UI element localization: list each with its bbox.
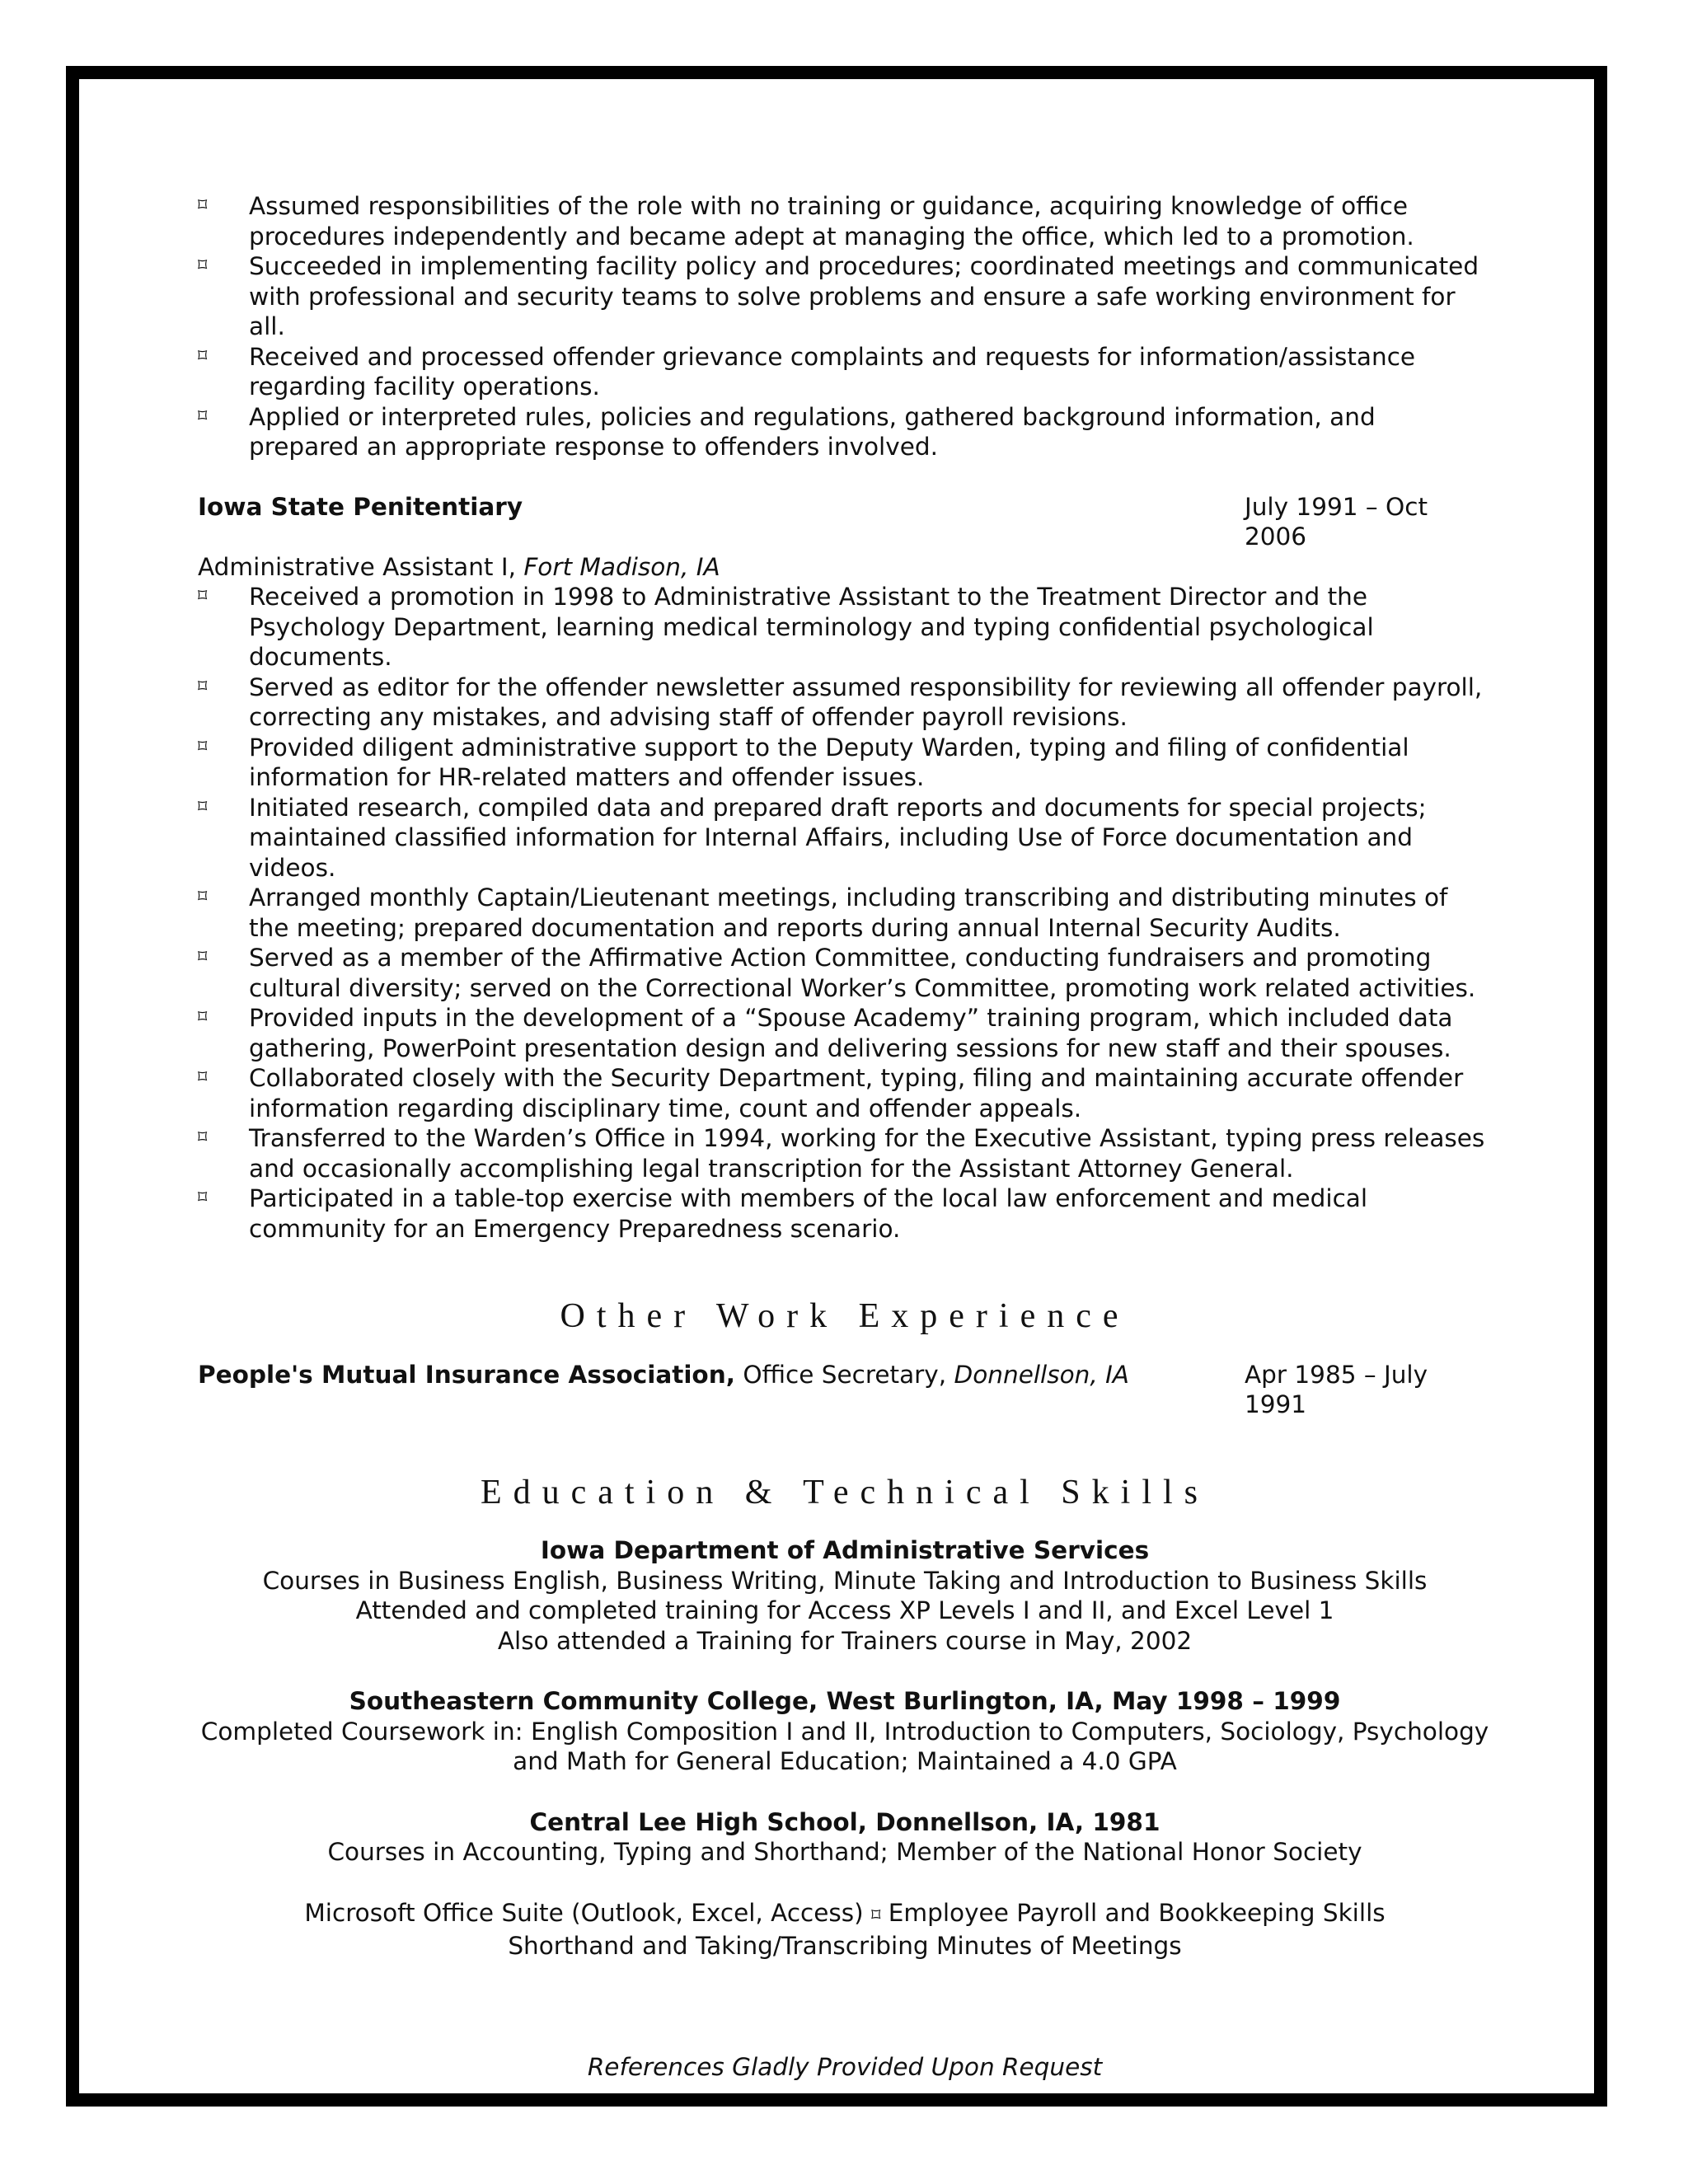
list-item: ⌑ Applied or interpreted rules, policies and regulations, gathered background information, and prepared an appropriate response to offenders involved. bbox=[198, 402, 1492, 462]
job-bullets bbox=[198, 582, 1492, 1244]
resume-content bbox=[198, 191, 1492, 2082]
list-item: ⌑ Arranged monthly Captain/Lieutenant meetings, including transcribing and distributing minutes of the meeting; prepared documentation and reports during annual Internal Security Audits. bbox=[198, 883, 1492, 943]
list-item: ⌑ Transferred to the Warden’s Office in 1994, working for the Executive Assistant, typing press releases and occasionally accomplishing legal transcription for the Assistant Attorney General. bbox=[198, 1123, 1492, 1183]
job-location: Fort Madison, IA bbox=[523, 552, 720, 581]
skills-line bbox=[198, 1898, 1492, 1932]
list-item: ⌑ Provided diligent administrative support to the Deputy Warden, typing and filing of confidential information for HR-related matters and offender issues. bbox=[198, 733, 1492, 793]
list-item: ⌑ Assumed responsibilities of the role with no training or guidance, acquiring knowledge of office procedures independently and became adept at managing the office, which led to a promotion. bbox=[198, 191, 1492, 251]
skill-text: Microsoft Office Suite (Outlook, Excel, Access) bbox=[304, 1898, 864, 1927]
other-location: Donnellson, IA bbox=[954, 1360, 1129, 1389]
job-title: Administrative Assistant I, bbox=[198, 552, 516, 581]
education-line: Courses in Accounting, Typing and Shorthand; Member of the National Honor Society bbox=[327, 1838, 1362, 1866]
list-item: ⌑ Received a promotion in 1998 to Administrative Assistant to the Treatment Director and the Psychology Department, learning medical terminology and typing confidential psychological documents. bbox=[198, 582, 1492, 673]
education-block bbox=[198, 1535, 1492, 1656]
other-title: Office Secretary, bbox=[743, 1360, 947, 1389]
skills-block bbox=[198, 1898, 1492, 1961]
education-line: Completed Coursework in: English Composition I and II, Introduction to Computers, Sociology, Psychology bbox=[200, 1717, 1489, 1746]
other-work-heading: Other Work Experience bbox=[560, 1297, 1130, 1335]
other-dates: Apr 1985 – July 1991 bbox=[1245, 1360, 1428, 1418]
education-line: Also attended a Training for Trainers course in May, 2002 bbox=[497, 1626, 1193, 1655]
list-item: ⌑ Collaborated closely with the Security Department, typing, filing and maintaining accurate offender information regarding disciplinary time, count and offender appeals. bbox=[198, 1063, 1492, 1123]
job-dates: July 1991 – Oct 2006 bbox=[1245, 492, 1428, 551]
education-block bbox=[198, 1686, 1492, 1777]
job-title-line bbox=[198, 552, 1492, 583]
list-item: ⌑ Served as editor for the offender newsletter assumed responsibility for reviewing all offender payroll, correcting any mistakes, and advising staff of offender payroll revisions. bbox=[198, 673, 1492, 733]
job-header bbox=[198, 492, 1492, 552]
education-block bbox=[198, 1807, 1492, 1868]
education-line: Attended and completed training for Access XP Levels I and II, and Excel Level 1 bbox=[355, 1596, 1334, 1624]
education-line: Courses in Business English, Business Writing, Minute Taking and Introduction to Business Skills bbox=[262, 1566, 1428, 1595]
list-item: ⌑ Succeeded in implementing facility policy and procedures; coordinated meetings and communicated with professional and security teams to solve problems and ensure a safe working environment for all. bbox=[198, 251, 1492, 342]
education-heading: Education & Technical Skills bbox=[480, 1473, 1210, 1511]
skills-line: Shorthand and Taking/Transcribing Minutes of Meetings bbox=[508, 1932, 1182, 1960]
list-item: ⌑ Received and processed offender grievance complaints and requests for information/assistance regarding facility operations. bbox=[198, 342, 1492, 402]
other-employer: People's Mutual Insurance Association, bbox=[198, 1360, 735, 1389]
first-job-bullets bbox=[198, 191, 1492, 462]
other-work-entry bbox=[198, 1360, 1492, 1420]
list-item: ⌑ Served as a member of the Affirmative Action Committee, conducting fundraisers and promoting cultural diversity; served on the Correctional Worker’s Committee, promoting work related activities. bbox=[198, 943, 1492, 1003]
references-note: References Gladly Provided Upon Request bbox=[587, 2052, 1103, 2081]
bullet-icon: ⌑ bbox=[871, 1905, 881, 1926]
list-item: ⌑ Participated in a table-top exercise with members of the local law enforcement and medical community for an Emergency Preparedness scenario. bbox=[198, 1183, 1492, 1244]
list-item: ⌑ Provided inputs in the development of a “Spouse Academy” training program, which included data gathering, PowerPoint presentation design and delivering sessions for new staff and their spouses. bbox=[198, 1003, 1492, 1063]
education-title: Southeastern Community College, West Burlington, IA, May 1998 – 1999 bbox=[349, 1687, 1341, 1715]
employer-name: Iowa State Penitentiary bbox=[198, 492, 523, 521]
education-title: Iowa Department of Administrative Services bbox=[540, 1536, 1150, 1564]
list-item: ⌑ Initiated research, compiled data and prepared draft reports and documents for special projects; maintained classified information for Internal Affairs, including Use of Force documentation and videos. bbox=[198, 793, 1492, 883]
skill-text: Employee Payroll and Bookkeeping Skills bbox=[888, 1898, 1386, 1927]
education-title: Central Lee High School, Donnellson, IA, 1981 bbox=[529, 1807, 1160, 1836]
education-line: and Math for General Education; Maintained a 4.0 GPA bbox=[513, 1747, 1177, 1775]
